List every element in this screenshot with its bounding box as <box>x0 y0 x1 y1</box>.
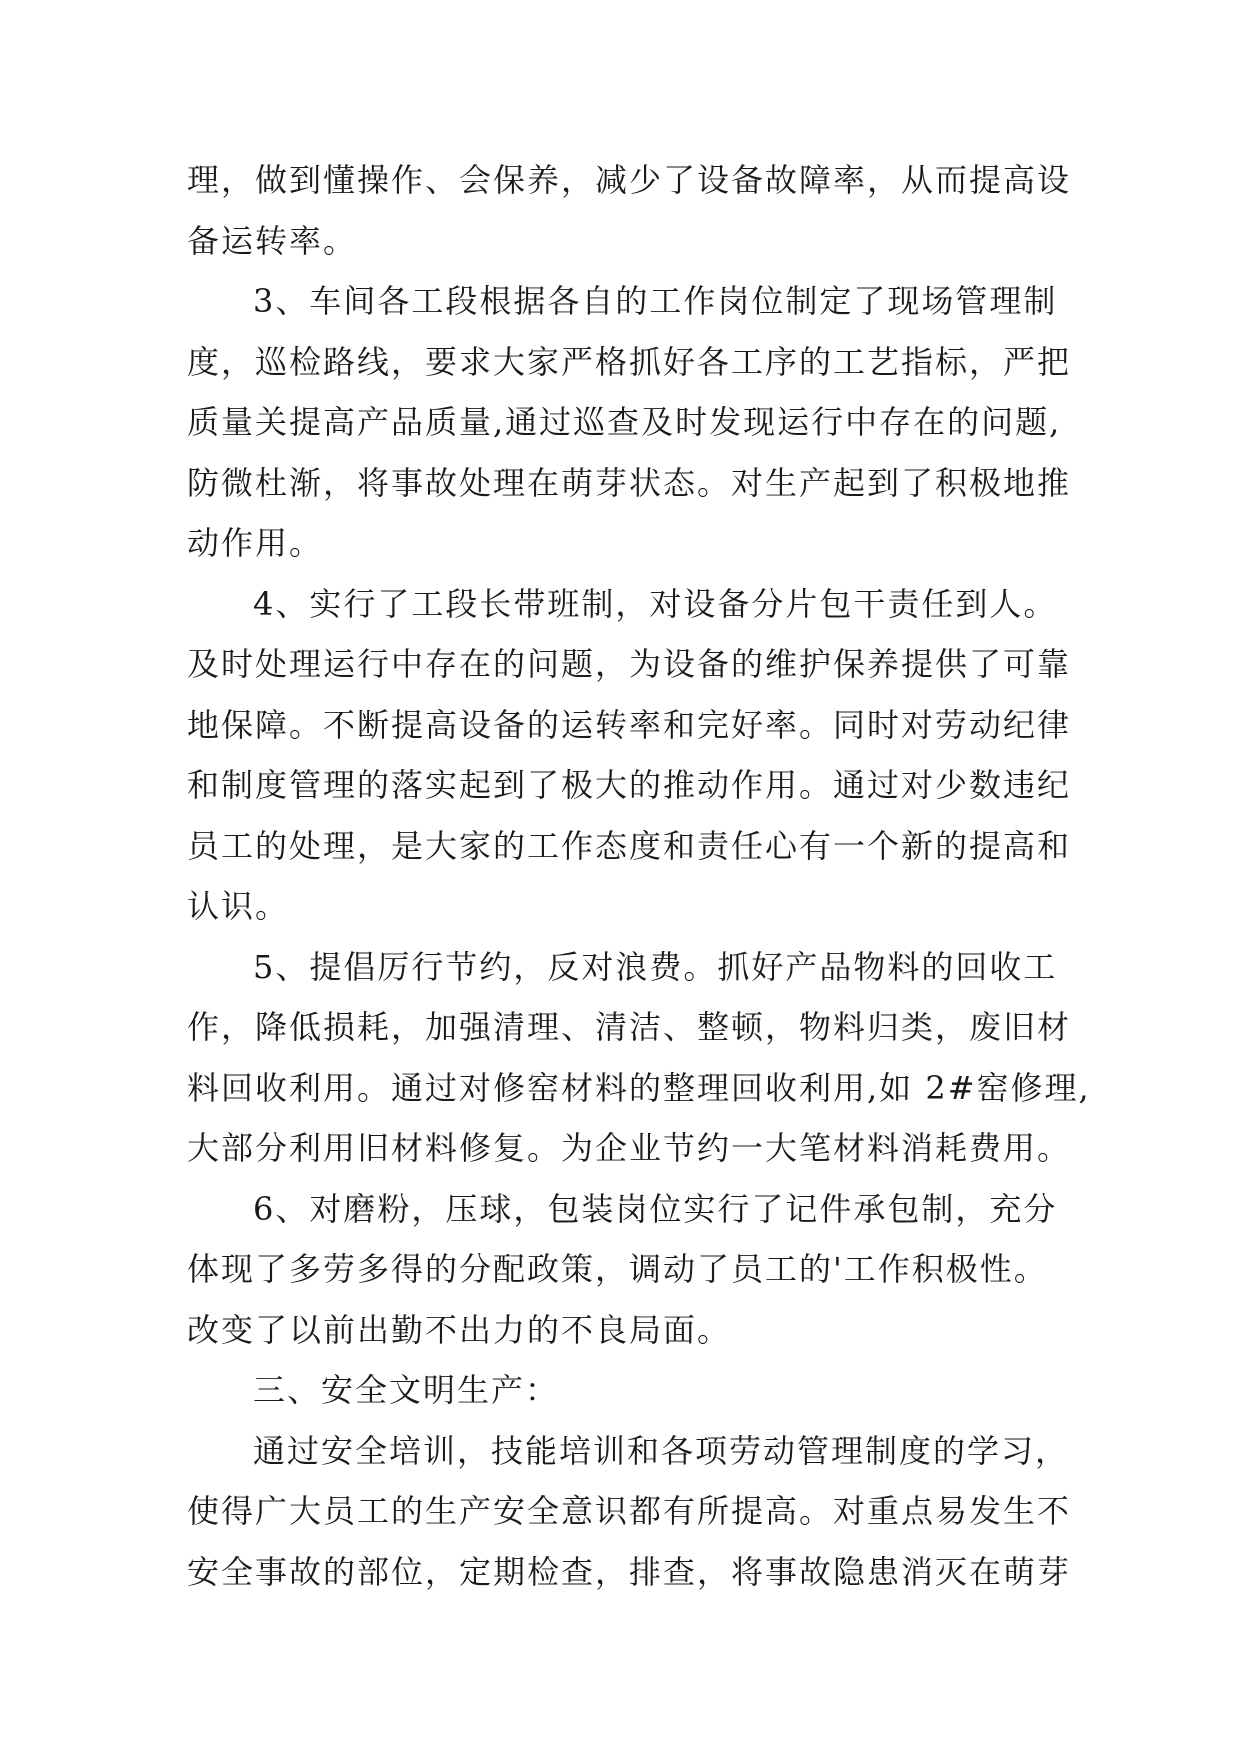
text-line: 使得广大员工的生产安全意识都有所提高。对重点易发生不 <box>187 1492 1072 1530</box>
text-line: 质量关提高产品质量,通过巡查及时发现运行中存在的问题, <box>187 403 1062 441</box>
text-line: 料回收利用。通过对修窑材料的整理回收利用,如 2#窑修理, <box>187 1068 1091 1107</box>
text-line: 度，巡检路线，要求大家严格抓好各工序的工艺指标，严把 <box>187 342 1072 381</box>
text-line: 认识。 <box>187 887 290 925</box>
text-line: 和制度管理的落实起到了极大的推动作用。通过对少数违纪 <box>187 766 1072 804</box>
text-line: 备运转率。 <box>187 221 358 260</box>
text-line: 及时处理运行中存在的问题，为设备的维护保养提供了可靠 <box>187 645 1072 683</box>
text-line: 3、车间各工段根据各自的工作岗位制定了现场管理制 <box>253 282 1058 320</box>
text-line: 通过安全培训，技能培训和各项劳动管理制度的学习， <box>253 1431 1070 1470</box>
text-line: 理，做到懂操作、会保养，减少了设备故障率，从而提高设 <box>187 161 1072 199</box>
text-line: 地保障。不断提高设备的运转率和完好率。同时对劳动纪律 <box>187 705 1072 744</box>
section-heading: 三、安全文明生产： <box>253 1371 560 1409</box>
text-line: 大部分利用旧材料修复。为企业节约一大笔材料消耗费用。 <box>187 1129 1072 1167</box>
text-line: 4、实行了工段长带班制，对设备分片包干责任到人。 <box>253 584 1058 623</box>
text-line: 6、对磨粉，压球，包装岗位实行了记件承包制，充分 <box>253 1189 1058 1228</box>
text-line: 动作用。 <box>187 524 324 562</box>
text-line: 改变了以前出勤不出力的不良局面。 <box>187 1310 732 1349</box>
text-line: 安全事故的部位，定期检查，排查，将事故隐患消灭在萌芽 <box>187 1552 1072 1591</box>
text-line: 作，降低损耗，加强清理、清洁、整顿，物料归类，废旧材 <box>187 1008 1072 1046</box>
document-body <box>187 150 1091 1602</box>
text-line: 防微杜渐，将事故处理在萌芽状态。对生产起到了积极地推 <box>187 463 1072 502</box>
text-line: 员工的处理，是大家的工作态度和责任心有一个新的提高和 <box>187 826 1072 865</box>
text-line: 体现了多劳多得的分配政策，调动了员工的'工作积极性。 <box>187 1250 1048 1288</box>
text-line: 5、提倡厉行节约，反对浪费。抓好产品物料的回收工 <box>253 947 1058 986</box>
